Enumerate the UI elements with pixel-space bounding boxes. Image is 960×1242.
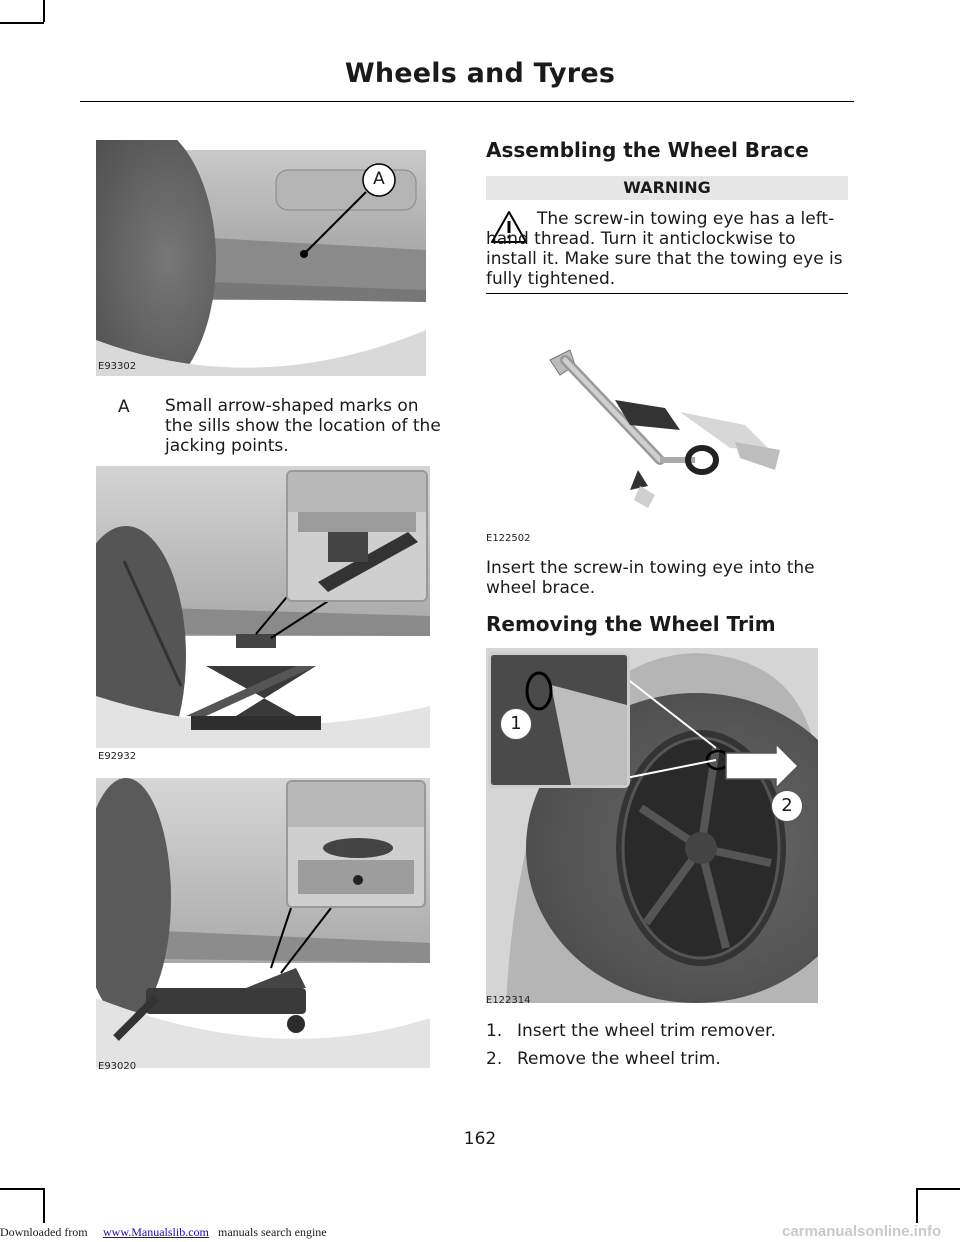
- figure-id: E122314: [486, 995, 531, 1006]
- page-number: 162: [463, 1129, 497, 1149]
- legend-key: A: [118, 397, 130, 417]
- step-text: Remove the wheel trim.: [517, 1049, 721, 1069]
- page-title: Wheels and Tyres: [344, 58, 616, 89]
- wheel-brace-figure: [530, 330, 800, 510]
- footer-suffix: manuals search engine: [218, 1225, 327, 1239]
- step-text: Insert the wheel trim remover.: [517, 1021, 776, 1041]
- legend-text: Small arrow-shaped marks on the sills show the location of the jacking points.: [165, 396, 441, 456]
- watermark: carmanualsonline.info: [782, 1223, 942, 1240]
- figure-id: E92932: [98, 751, 137, 762]
- crop-mark: [43, 0, 45, 22]
- callout-1: 1: [500, 708, 532, 740]
- jack-inset-illustration: [288, 472, 426, 600]
- instruction-text: Insert the screw-in towing eye into the wheel brace.: [486, 558, 815, 598]
- step-number: 2.: [486, 1049, 503, 1069]
- section-heading: Removing the Wheel Trim: [486, 612, 776, 636]
- crop-mark: [916, 1188, 960, 1190]
- header-rule: [80, 101, 854, 102]
- trolley-jack-figure: [96, 778, 430, 1068]
- crop-mark: [0, 1188, 44, 1190]
- warning-rule: [486, 293, 848, 294]
- crop-mark: [916, 1188, 918, 1223]
- zoom-inset: [286, 470, 428, 602]
- warning-text: The screw-in towing eye has a left-hand thread. Turn it anticlockwise to install it. Make sure that the towing eye is fully tightened.: [486, 209, 843, 289]
- crop-mark: [0, 22, 44, 24]
- wheel-brace-illustration: [530, 330, 800, 510]
- step-number: 1.: [486, 1021, 503, 1041]
- footer-prefix: Downloaded from: [0, 1225, 88, 1239]
- figure-id: E93302: [98, 361, 137, 372]
- sill-jacking-point-figure: [96, 140, 426, 376]
- callout-2: 2: [771, 790, 803, 822]
- callout-label-a: A: [373, 169, 385, 189]
- zoom-inset: [286, 780, 426, 908]
- manualslib-link[interactable]: www.Manualslib.com: [103, 1225, 209, 1239]
- crop-mark: [43, 1188, 45, 1223]
- scissor-jack-figure: [96, 466, 430, 748]
- wheel-trim-figure: [486, 648, 818, 1003]
- figure-id: E93020: [98, 1061, 137, 1072]
- section-heading: Assembling the Wheel Brace: [486, 138, 809, 162]
- download-footer: [0, 1223, 960, 1242]
- figure-id: E122502: [486, 533, 531, 544]
- warning-label: WARNING: [486, 176, 848, 200]
- jack-inset-illustration: [288, 782, 424, 906]
